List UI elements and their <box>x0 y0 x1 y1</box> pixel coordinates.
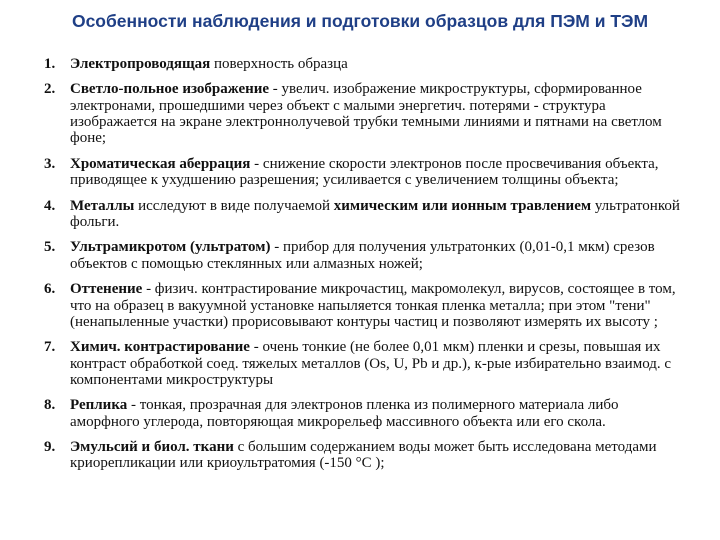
item-number: 7. <box>44 339 56 356</box>
item-term: Эмульсий и биол. ткани <box>70 439 234 456</box>
list-item <box>44 239 684 272</box>
item-text: - снижение скорости электронов после просвечивания объекта, приводящее к ухудшению разрешения; усиливается с увеличением толщины объекта; <box>70 155 659 189</box>
item-term: Реплика <box>70 397 128 414</box>
list-item <box>44 156 684 189</box>
item-number: 4. <box>44 197 56 214</box>
item-term: Металлы <box>70 197 135 214</box>
list-item <box>44 56 684 72</box>
list-item <box>44 281 684 330</box>
item-text: поверхность образца <box>210 56 348 72</box>
item-number: 8. <box>44 397 56 414</box>
item-number: 5. <box>44 239 56 256</box>
item-term: Хроматическая аберрация <box>70 155 251 172</box>
list-item <box>44 339 684 388</box>
item-text: - очень тонкие (не более 0,01 мкм) пленки и срезы, повышая их контраст обработкой соед. тяжелых металлов (Os, U, Pb и др.), к-рые избирательно взаимод. с компонентами микроструктуры <box>70 339 672 388</box>
item-number: 6. <box>44 281 56 298</box>
item-number: 1. <box>44 56 56 72</box>
item-text: ультратонкой фольги. <box>70 197 680 230</box>
item-text: - увелич. изображение микроструктуры, сформированное электронами, прошедшими через объект с малыми энергетич. потерями - структура изображается на экране электроннолучевой трубки темными линиями и пятнами на светлом фоне; <box>70 81 662 147</box>
slide-title: Особенности наблюдения и подготовки образцов для ПЭМ и ТЭМ <box>71 11 649 31</box>
item-text: - тонкая, прозрачная для электронов пленка из полимерного материала либо аморфного углерода, повторяющая микрорельеф массивного объекта или его скола. <box>70 397 619 430</box>
numbered-list <box>44 56 684 481</box>
item-term: Электропроводящая <box>70 56 211 72</box>
item-number: 3. <box>44 155 56 172</box>
item-text: - прибор для получения ультратонких (0,01-0,1 мкм) срезов объектов с помощью стеклянных или алмазных ножей; <box>70 239 655 272</box>
item-term-secondary: химическим или ионным травлением <box>333 197 592 214</box>
item-text: исследуют в виде получаемой <box>134 197 334 214</box>
item-term: Химич. контрастирование <box>70 339 250 356</box>
list-item <box>44 439 684 472</box>
list-item <box>44 198 684 231</box>
item-number: 9. <box>44 439 56 456</box>
list-item <box>44 81 684 146</box>
item-text: - физич. контрастирование микрочастиц, макромолекул, вирусов, состоящее в том, что на образец в вакуумной установке напыляется тонкая пленка металла; при этом "тени" (ненапыленные участки) прорисовывают контуры частиц и позволяют измерять их высоту ; <box>70 281 676 330</box>
item-term: Оттенение <box>70 281 143 298</box>
item-term: Светло-польное изображение <box>70 81 270 98</box>
item-number: 2. <box>44 81 56 98</box>
list-item <box>44 397 684 430</box>
item-text: с большим содержанием воды может быть исследована методами криорепликации или криоультратомия (-150 °C ); <box>70 439 657 472</box>
item-term: Ультрамикротом (ультратом) <box>70 239 271 256</box>
